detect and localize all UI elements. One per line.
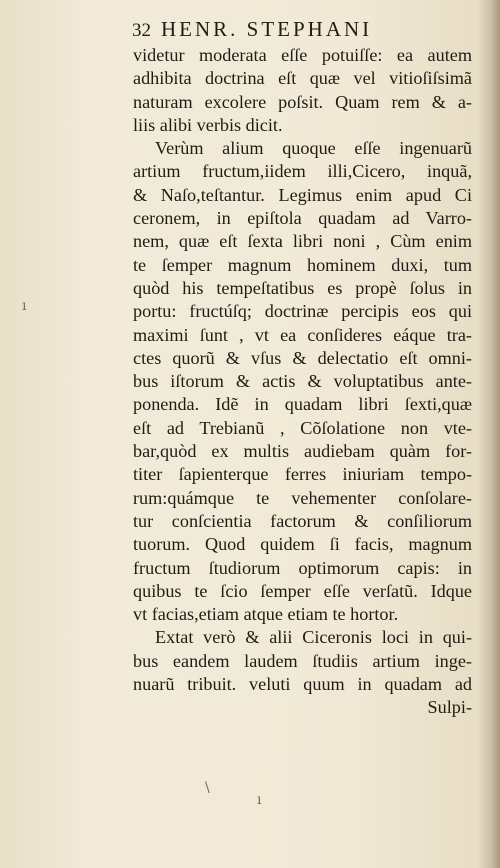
text-line: bar,quòd ex multis audiebam quàm for- [133,441,472,462]
text-line: Sulpi- [427,697,472,718]
text-line: maximi ſunt , vt ea conſideres eáque tra- [133,324,472,345]
running-title: HENR. STEPHANI [161,17,373,41]
text-line: artium fructum,iidem illi,Cicero, inquã, [133,161,472,182]
text-line: nuarũ tribuit. veluti quum in quadam ad [133,674,472,695]
margin-stray-mark: ı [22,298,27,314]
text-line: videtur moderata eſſe potuiſſe: ea autem [133,45,472,65]
text-line: Verùm alium quoque eſſe ingenuarũ [155,138,472,159]
text-line: rum:quámque te vehementer conſolare- [133,487,472,508]
text-line: vt facias,etiam atque etiam te hortor. [133,604,399,625]
text-line: liis alibi verbis dicit. [133,114,283,135]
text-line: nem, quæ eſt ſexta libri noni , Cùm enim [133,231,472,252]
running-header [132,17,372,42]
margin-stray-mark: \ [205,780,210,796]
text-line: adhibita doctrina eſt quæ vel vitioſiſsimã [133,68,472,89]
text-line: te ſemper magnum hominem duxi, tum [133,254,472,275]
text-line: & Naſo,teſtantur. Legimus enim apud Ci [133,184,472,205]
text-line: bus iſtorum & actis & voluptatibus ante- [133,371,472,392]
text-line: eſt ad Trebianũ , Cõſolatione non vte- [133,417,472,438]
text-block [133,44,472,720]
text-line: naturam excolere poſsit. Quam rem & a- [133,91,472,112]
text-line: ctes quorũ & vſus & delectatio eſt omni- [133,347,472,368]
page-edge-shadow [478,0,500,868]
text-line: titer ſapienterque ferres iniuriam tempo- [133,464,472,485]
page-number: 32 [132,20,151,41]
text-line: tuorum. Quod quidem ſi facis, magnum [133,534,472,555]
text-line: ceronem, in epiſtola quadam ad Varro- [133,208,472,229]
text-line: quibus te ſcio ſemper eſſe verſatũ. Idque [133,580,472,601]
text-line: fructum ſtudiorum optimorum capis: in [133,557,472,578]
text-line: Extat verò & alii Ciceronis loci in qui- [155,627,472,648]
margin-stray-mark: ı [257,792,262,808]
text-line: quòd his tempeſtatibus es propè ſolus in [133,277,472,298]
text-line: portu: fructúſq; doctrinæ percipis eos qui [133,301,472,322]
text-line: tur conſcientia factorum & conſiliorum [133,510,472,531]
text-line: ponenda. Idẽ in quadam libri ſexti,quæ [133,394,472,415]
text-line: bus eandem laudem ſtudiis artium inge- [133,650,472,671]
